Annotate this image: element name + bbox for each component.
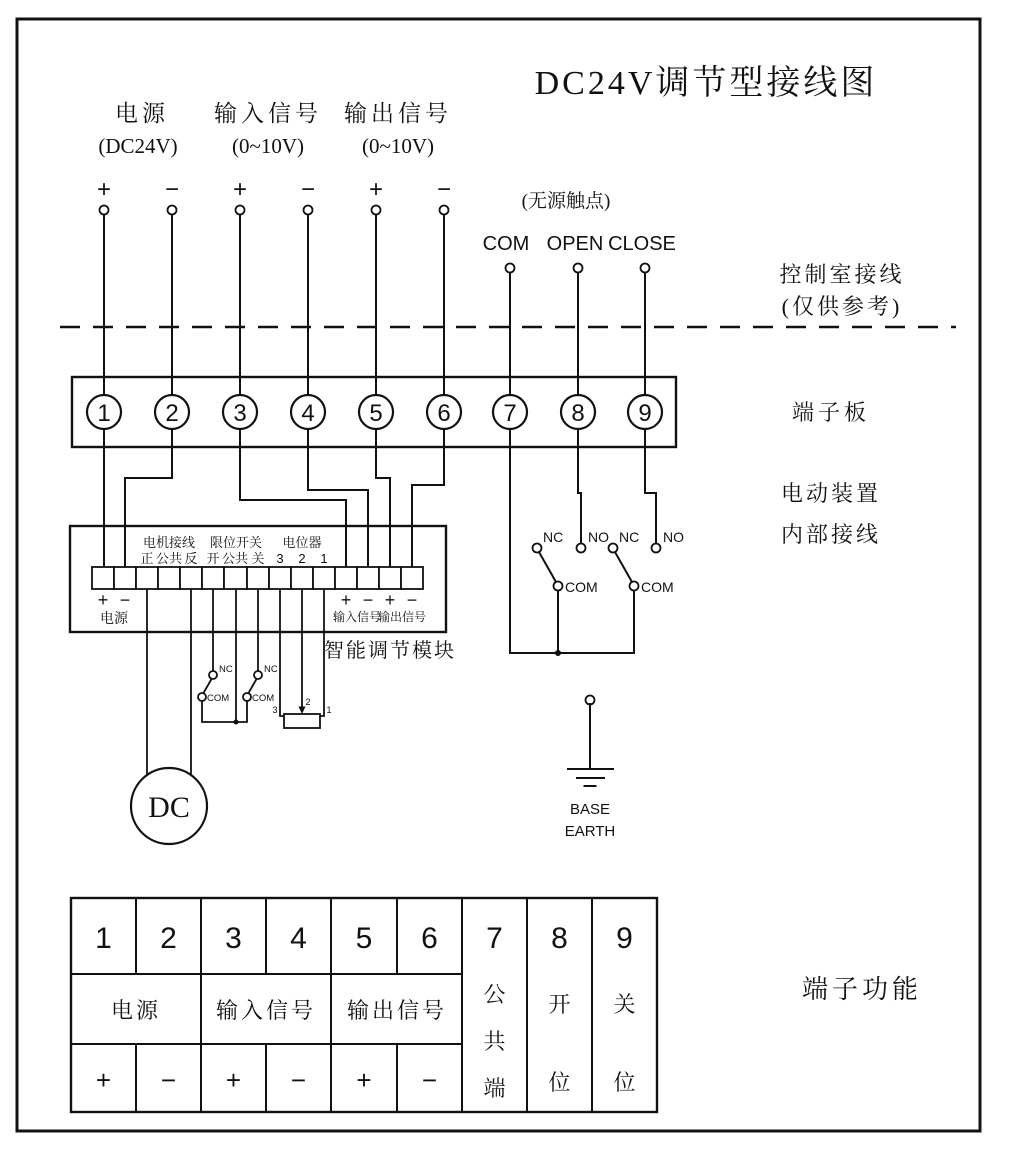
dc-motor	[131, 768, 207, 844]
wiper-arrow-icon	[299, 707, 306, 715]
wire-3	[240, 214, 346, 567]
output-signal-group-sub: (0~10V)	[361, 134, 435, 158]
pin-label: 3	[276, 551, 284, 566]
module-terminal	[357, 567, 379, 589]
pin-label: 公共	[155, 551, 183, 566]
terminal-dot	[236, 206, 245, 215]
terminal-dot	[304, 206, 313, 215]
table-common-char: 公	[483, 982, 506, 1007]
table-number: 6	[421, 922, 438, 955]
module-label: 智能调节模块	[324, 640, 456, 662]
table-number: 3	[225, 922, 242, 955]
earth-ground	[565, 696, 616, 841]
pin-label: 反	[184, 551, 198, 566]
terminal-number: 4	[301, 400, 315, 427]
ground-label-base: BASE	[569, 801, 611, 818]
diagram-title: DC24V调节型接线图	[534, 65, 878, 102]
module-terminal	[158, 567, 180, 589]
module-terminal	[335, 567, 357, 589]
module-terminal	[379, 567, 401, 589]
table-number: 7	[486, 922, 503, 955]
output-signal-label: 输出信号	[377, 610, 427, 624]
motor-group-title: 电机接线	[142, 535, 196, 550]
wire-7-com-bus	[510, 272, 634, 653]
module-terminal	[136, 567, 158, 589]
terminal-number: 6	[437, 400, 451, 427]
nc-label: NC	[264, 664, 278, 675]
module-terminal-strip	[92, 567, 423, 589]
module-terminal	[401, 567, 423, 589]
switch2-blade	[615, 552, 632, 582]
table-number: 2	[160, 922, 177, 955]
minus-label: −	[164, 176, 180, 203]
input-signal-label: 输入信号	[332, 610, 382, 624]
wire-4	[308, 214, 368, 567]
no-label: NO	[663, 529, 684, 545]
switch2-com-contact	[630, 582, 639, 591]
com-label: COM	[641, 579, 674, 595]
smart-module	[70, 526, 456, 776]
com-terminal-label: COM	[482, 233, 530, 255]
pot-pin-2: 2	[305, 697, 311, 707]
table-sign: +	[356, 1065, 372, 1095]
input-signal-group-label: 输入信号	[214, 101, 322, 126]
minus-label: −	[300, 176, 316, 203]
ground-label-earth: EARTH	[564, 823, 616, 840]
wire-2	[125, 214, 172, 567]
terminal-dot	[440, 206, 449, 215]
junction-dot	[234, 720, 239, 725]
limit1-com-contact	[198, 693, 206, 701]
table-number: 9	[616, 922, 633, 955]
io-pin-label: −	[362, 590, 374, 610]
polarity-labels	[97, 176, 451, 203]
terminal-dot	[372, 206, 381, 215]
terminal-number: 5	[369, 400, 383, 427]
table-number: 4	[290, 922, 307, 955]
output-signal-group-label: 输出信号	[344, 101, 452, 126]
module-power-label: 电源	[100, 612, 128, 627]
module-terminal	[180, 567, 202, 589]
dry-contact-note: (无源触点)	[521, 191, 611, 212]
plus-label: +	[232, 176, 248, 203]
internal-limit-switches	[198, 664, 278, 704]
terminal-number: 9	[638, 400, 652, 427]
terminal-function-label: 端子功能	[801, 975, 923, 1004]
table-number: 5	[355, 922, 373, 955]
junction-dot	[555, 650, 561, 656]
pin-label: 正	[140, 551, 154, 566]
table-output-cell: 输出信号	[346, 998, 448, 1023]
table-number: 8	[551, 922, 568, 955]
nc-label: NC	[219, 664, 233, 675]
minus-label: −	[436, 176, 452, 203]
table-close-char: 关	[613, 992, 636, 1017]
table-sign: +	[225, 1065, 242, 1095]
io-pin-label: +	[384, 590, 396, 610]
switch1-no-contact	[577, 544, 586, 553]
table-open-char: 开	[548, 992, 571, 1017]
input-signal-group-sub: (0~10V)	[231, 134, 305, 158]
control-room-note-2: (仅供参考)	[781, 294, 903, 319]
terminal-number: 8	[571, 400, 585, 427]
terminal-board-note: 端子板	[791, 400, 871, 425]
module-terminal	[247, 567, 269, 589]
limit-group-title: 限位开关	[209, 535, 263, 550]
table-common-char: 共	[483, 1029, 506, 1054]
module-power-plus: +	[97, 590, 109, 610]
limit-com-bus	[202, 701, 247, 722]
terminal-number: 2	[165, 400, 179, 427]
table-close-char: 位	[613, 1070, 636, 1095]
wire-5	[376, 214, 390, 567]
pin-label: 公共	[221, 551, 249, 566]
module-terminal	[269, 567, 291, 589]
no-label: NO	[588, 529, 609, 545]
switch1-blade	[539, 552, 556, 582]
module-terminal	[92, 567, 114, 589]
potentiometer-body	[284, 714, 320, 728]
table-open-char: 位	[548, 1070, 571, 1095]
module-terminal	[313, 567, 335, 589]
motor-label: DC	[148, 791, 190, 824]
wire-6	[412, 214, 444, 567]
control-room-note-1: 控制室接线	[779, 262, 905, 287]
close-terminal-label: CLOSE	[608, 233, 676, 255]
module-terminal	[202, 567, 224, 589]
nc-label: NC	[543, 529, 564, 545]
terminal-dot	[100, 206, 109, 215]
terminal-board	[72, 377, 676, 447]
terminal-dot	[574, 264, 583, 273]
actuator-note-1: 电动装置	[780, 481, 882, 506]
position-switches	[533, 529, 685, 595]
open-terminal-label: OPEN	[546, 233, 604, 255]
pin-label: 关	[251, 551, 265, 566]
table-power-cell: 电源	[110, 998, 162, 1023]
pin-label: 开	[206, 551, 220, 566]
table-sign: −	[290, 1065, 307, 1095]
ground-bars-icon	[568, 769, 613, 786]
terminal-function-table	[71, 898, 657, 1112]
switch1-nc-contact	[533, 544, 542, 553]
pot-pin-3: 3	[272, 705, 278, 715]
module-power-minus: −	[119, 590, 131, 610]
module-terminal	[114, 567, 136, 589]
module-terminal	[224, 567, 247, 589]
pot-wire-1	[320, 589, 324, 716]
module-terminal	[291, 567, 313, 589]
terminal-dot	[168, 206, 177, 215]
nc-label: NC	[619, 529, 640, 545]
pot-wire-3	[280, 589, 284, 716]
pot-group-title: 电位器	[282, 535, 322, 550]
table-sign: −	[421, 1065, 438, 1095]
limit1-nc-contact	[209, 671, 217, 679]
com-label: COM	[207, 693, 230, 704]
limit2-com-contact	[243, 693, 251, 701]
terminal-number: 3	[233, 400, 247, 427]
terminal-number: 1	[97, 400, 111, 427]
table-common-char: 端	[483, 1076, 506, 1101]
plus-label: +	[96, 176, 112, 203]
control-room-terminal-labels	[98, 101, 452, 158]
switch1-com-contact	[554, 582, 563, 591]
contact-labels	[483, 233, 676, 255]
table-sign: −	[160, 1065, 177, 1095]
side-notes	[779, 262, 904, 547]
power-group-sub: (DC24V)	[98, 134, 178, 158]
pot-pin-1: 1	[326, 705, 332, 715]
switch2-no-contact	[652, 544, 661, 553]
actuator-note-2: 内部接线	[780, 522, 882, 547]
limit-switch-blades	[204, 679, 257, 693]
com-label: COM	[252, 693, 275, 704]
limit2-nc-contact	[254, 671, 262, 679]
table-sign: +	[95, 1065, 112, 1095]
terminal-dot	[641, 264, 650, 273]
terminal-dot	[506, 264, 515, 273]
pin-label: 2	[298, 551, 306, 566]
terminal-number: 7	[503, 400, 517, 427]
table-input-cell: 输入信号	[215, 998, 317, 1023]
plus-label: +	[368, 176, 384, 203]
switch2-nc-contact	[609, 544, 618, 553]
io-pin-label: −	[406, 590, 418, 610]
power-group-label: 电源	[115, 101, 169, 126]
com-label: COM	[565, 579, 598, 595]
table-number: 1	[95, 922, 112, 955]
pin-label: 1	[320, 551, 328, 566]
io-pin-label: +	[340, 590, 352, 610]
